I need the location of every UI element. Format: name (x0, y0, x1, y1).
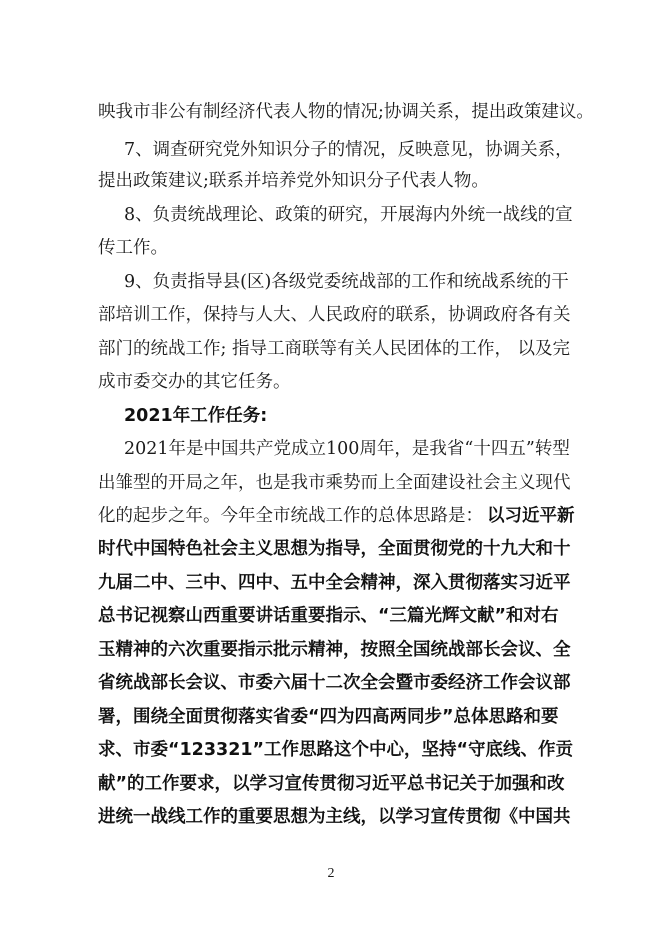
line-text-emphasis: 九届二中、三中、四中、五中全会精神，深入贯彻落实习近平 (98, 573, 571, 593)
line-text: 成市委交办的其它任务。 (98, 372, 291, 392)
section-heading-text: 2021年工作任务: (124, 406, 268, 426)
line-text: 9、负责指导县(区)各级党委统战部的工作和统战系统的干 (124, 272, 569, 292)
line-text: 传工作。 (98, 238, 168, 258)
line-text: 2021年是中国共产党成立100周年，是我省“十四五”转型 (124, 439, 570, 459)
line-text-emphasis: 署，围绕全面贯彻落实省委“四为四高两同步”总体思路和要 (98, 707, 559, 727)
line-text: 部培训工作，保持与人大、人民政府的联系，协调政府各有关 (98, 305, 571, 325)
line-text-emphasis: 求、市委“123321”工作思路这个中心，坚持“守底线、作贡 (98, 740, 574, 760)
line-text: 部门的统战工作; 指导工商联等有关人民团体的工作， 以及完 (98, 339, 571, 359)
line-text: 映我市非公有制经济代表人物的情况;协调关系，提出政策建议。 (98, 102, 594, 122)
line-text-emphasis: 献”的工作要求，以学习宣传贯彻习近平总书记关于加强和改 (98, 774, 565, 794)
line-text: 化的起步之年。今年全市统战工作的总体思路是： (98, 506, 483, 526)
line-text-emphasis: 时代中国特色社会主义思想为指导，全面贯彻党的十九大和十 (98, 539, 571, 559)
text-line (0, 92, 662, 132)
line-text: 7、调查研究党外知识分子的情况，反映意见，协调关系， (124, 140, 573, 160)
line-text-emphasis: 以习近平新 (487, 506, 575, 526)
text-line (0, 797, 662, 837)
line-text: 提出政策建议;联系并培养党外知识分子代表人物。 (98, 171, 489, 191)
line-text: 出雏型的开局之年，也是我市乘势而上全面建设社会主义现代 (98, 473, 571, 493)
line-text-emphasis: 省统战部长会议、市委六届十二次全会暨市委经济工作会议部 (98, 673, 571, 693)
line-text-emphasis: 进统一战线工作的重要思想为主线，以学习宣传贯彻《中国共 (98, 807, 571, 827)
line-text-emphasis: 总书记视察山西重要讲话重要指示、“三篇光辉文献”和对右 (98, 606, 559, 626)
page-number: 2 (327, 866, 335, 881)
line-text-emphasis: 玉精神的六次重要指示批示精神，按照全国统战部长会议、全 (98, 640, 571, 660)
line-text: 8、负责统战理论、政策的研究，开展海内外统一战线的宣 (124, 205, 573, 225)
